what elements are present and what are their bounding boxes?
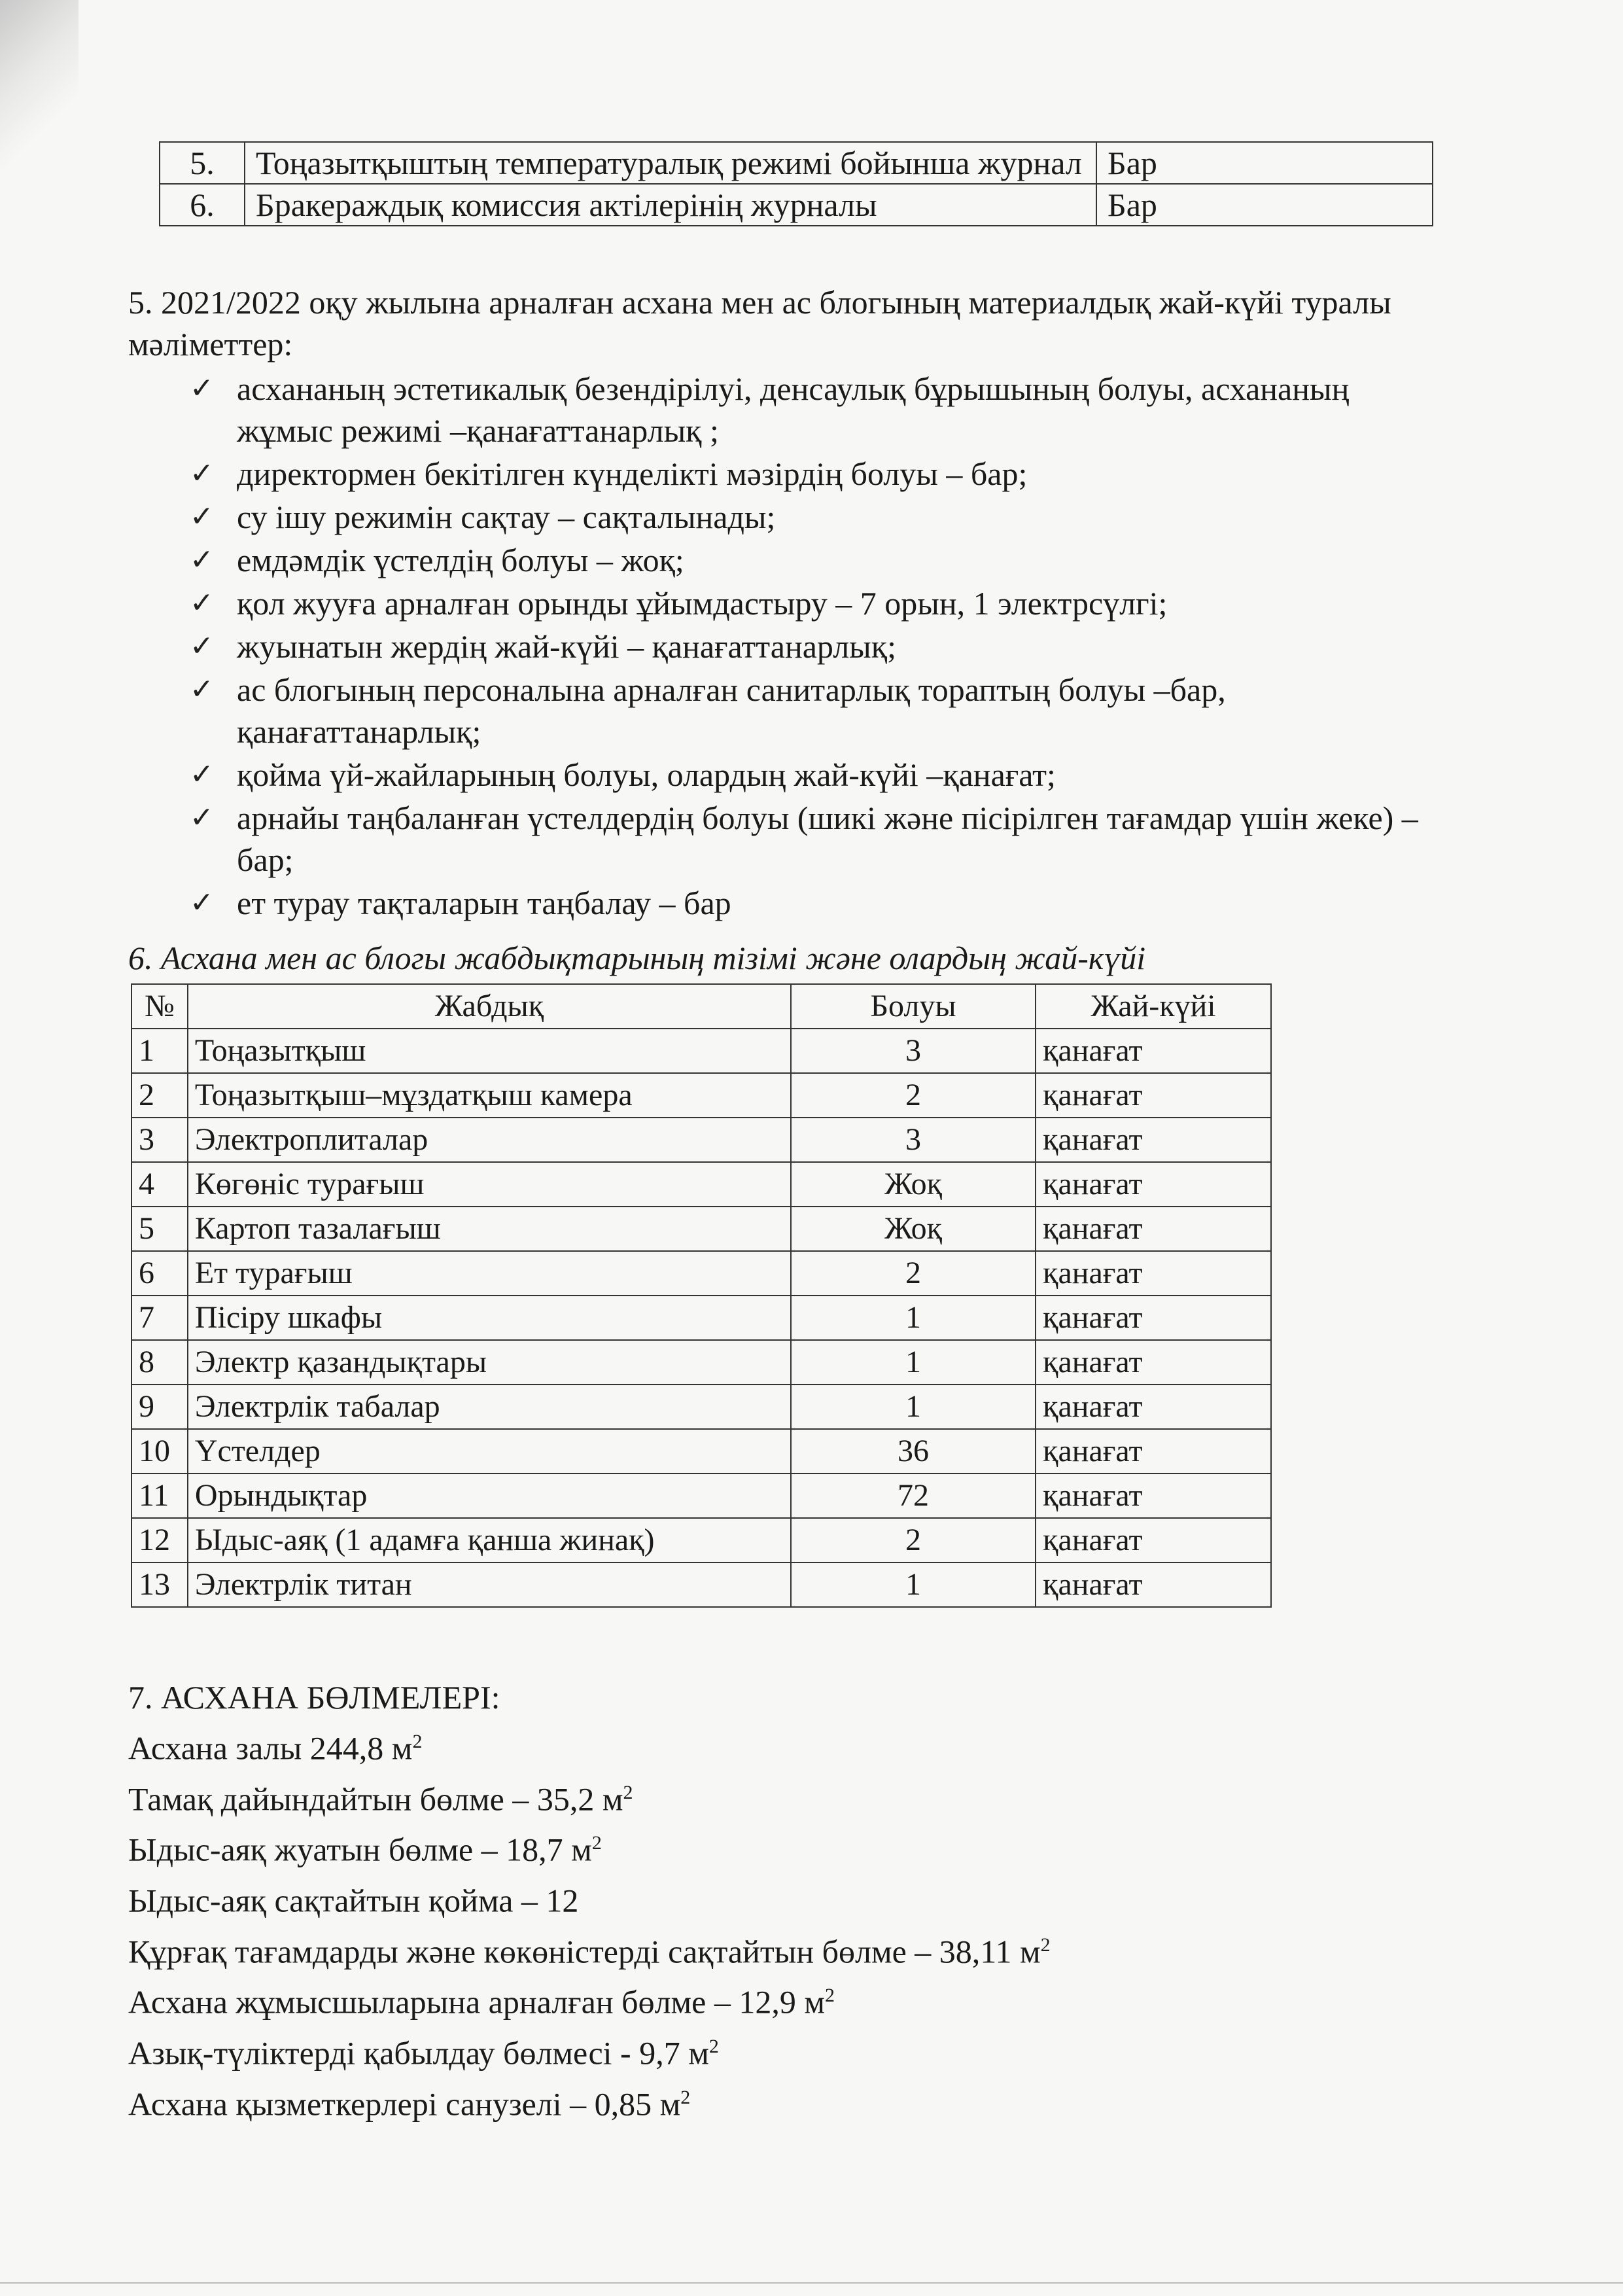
room-text: Ыдыс-аяқ сақтайтын қойма – 12 (128, 1882, 579, 1919)
equipment-table (131, 983, 1272, 1608)
list-item (190, 539, 1433, 581)
room-text: Асхана залы 244,8 м (128, 1729, 413, 1767)
cell-condition: қанағат (1036, 1296, 1271, 1340)
cell-number: 10 (131, 1429, 188, 1474)
cell-equipment: Тоңазытқыш (188, 1029, 791, 1073)
list-item (190, 797, 1433, 881)
room-item (128, 1771, 1437, 1822)
checkmark-icon: ✓ (190, 801, 214, 834)
table-header-row (131, 984, 1271, 1029)
room-item (128, 2075, 1437, 2127)
cell-number: 8 (131, 1340, 188, 1385)
row-name: Тоңазытқыштың температуралық режимі бойынша журнал (245, 142, 1096, 184)
table-row (131, 1518, 1271, 1563)
row-number: 6. (160, 184, 245, 226)
table-row (131, 1162, 1271, 1207)
table-row (131, 1251, 1271, 1296)
list-item-text: директормен бекітілген күнделікті мәзірдің болуы – бар; (237, 455, 1028, 492)
cell-number: 9 (131, 1385, 188, 1429)
cell-availability: 1 (791, 1385, 1036, 1429)
table-row (131, 1563, 1271, 1607)
list-item (190, 626, 1433, 667)
room-item (128, 2024, 1437, 2075)
section-5-list (190, 368, 1433, 925)
cell-condition: қанағат (1036, 1518, 1271, 1563)
room-unit-sup: 2 (825, 1985, 835, 2007)
cell-availability: 2 (791, 1251, 1036, 1296)
cell-condition: қанағат (1036, 1118, 1271, 1162)
cell-equipment: Тоңазытқыш–мұздатқыш камера (188, 1073, 791, 1118)
list-item (190, 453, 1433, 495)
cell-number: 7 (131, 1296, 188, 1340)
cell-number: 11 (131, 1474, 188, 1518)
cell-availability: Жоқ (791, 1162, 1036, 1207)
checkmark-icon: ✓ (190, 673, 214, 706)
room-item (128, 1923, 1437, 1974)
row-number: 5. (160, 142, 245, 184)
table-row (131, 1296, 1271, 1340)
cell-number: 1 (131, 1029, 188, 1073)
list-item-text: ас блогының персоналына арналған санитарлық тораптың болуы –бар, қанағаттанарлық; (237, 671, 1226, 750)
checkmark-icon: ✓ (190, 886, 214, 919)
room-item (128, 1973, 1437, 2024)
cell-equipment: Үстелдер (188, 1429, 791, 1474)
room-item (128, 1872, 1437, 1923)
cell-equipment: Орындықтар (188, 1474, 791, 1518)
room-text: Тамақ дайындайтын бөлме – 35,2 м (128, 1780, 623, 1818)
header-number: № (131, 984, 188, 1029)
table-row (131, 1474, 1271, 1518)
room-text: Ыдыс-аяқ жуатын бөлме – 18,7 м (128, 1831, 592, 1868)
cell-equipment: Ет турағыш (188, 1251, 791, 1296)
cell-equipment: Көгөніс турағыш (188, 1162, 791, 1207)
checkmark-icon: ✓ (190, 457, 214, 490)
table-row (131, 1118, 1271, 1162)
cell-condition: қанағат (1036, 1029, 1271, 1073)
section-5-title: 5. 2021/2022 оқу жылына арналған асхана мен ас блогының материалдық жай-күйі туралы мәліметтер: (128, 284, 1391, 362)
cell-availability: 2 (791, 1518, 1036, 1563)
cell-availability: 1 (791, 1563, 1036, 1607)
header-condition: Жай-күйі (1036, 984, 1271, 1029)
cell-equipment: Электрлік титан (188, 1563, 791, 1607)
header-equipment: Жабдық (188, 984, 791, 1029)
list-item-text: асхананың эстетикалық безендірілуі, денсаулық бұрышының болуы, асхананың жұмыс режимі –қанағаттанарлық ; (237, 370, 1350, 449)
room-item (128, 1720, 1437, 1771)
room-text: Асхана жұмысшыларына арналған бөлме – 12,9 м (128, 1983, 825, 2021)
list-item-text: қойма үй-жайларының болуы, олардың жай-күйі –қанағат; (237, 756, 1056, 793)
list-item-text: емдәмдік үстелдің болуы – жоқ; (237, 542, 684, 578)
section-7-rooms (128, 1675, 1437, 2126)
checkmark-icon: ✓ (190, 629, 214, 663)
cell-equipment: Электроплиталар (188, 1118, 791, 1162)
header-availability: Болуы (791, 984, 1036, 1029)
cell-equipment: Ыдыс-аяқ (1 адамға қанша жинақ) (188, 1518, 791, 1563)
cell-number: 13 (131, 1563, 188, 1607)
list-item-text: арнайы таңбаланған үстелдердің болуы (шикі және пісірілген тағамдар үшін жеке) – бар; (237, 800, 1418, 878)
list-item (190, 882, 1433, 924)
cell-number: 4 (131, 1162, 188, 1207)
checkmark-icon: ✓ (190, 500, 214, 533)
room-unit-sup: 2 (591, 1832, 602, 1854)
cell-condition: қанағат (1036, 1385, 1271, 1429)
table-row (131, 1340, 1271, 1385)
checkmark-icon: ✓ (190, 586, 214, 620)
table-row (131, 1029, 1271, 1073)
list-item (190, 669, 1433, 752)
cell-equipment: Электр қазандықтары (188, 1340, 791, 1385)
scan-corner-shadow (0, 0, 79, 170)
list-item-text: ет турау тақталарын таңбалау – бар (237, 885, 731, 921)
room-text: Құрғақ тағамдарды және көкөністерді сақтайтын бөлме – 38,11 м (128, 1933, 1041, 1970)
cell-availability: 36 (791, 1429, 1036, 1474)
cell-number: 6 (131, 1251, 188, 1296)
cell-availability: 2 (791, 1073, 1036, 1118)
room-unit-sup: 2 (708, 2035, 719, 2057)
cell-equipment: Пісіру шкафы (188, 1296, 791, 1340)
cell-availability: 1 (791, 1296, 1036, 1340)
checkmark-icon: ✓ (190, 758, 214, 791)
cell-availability: Жоқ (791, 1207, 1036, 1251)
row-value: Бар (1096, 142, 1433, 184)
list-item-text: қол жууға арналған орынды ұйымдастыру – 7 орын, 1 электрсүлгі; (237, 585, 1168, 622)
cell-equipment: Картоп тазалағыш (188, 1207, 791, 1251)
table-row (131, 1385, 1271, 1429)
list-item (190, 496, 1433, 538)
room-unit-sup: 2 (623, 1781, 633, 1803)
list-item (190, 754, 1433, 796)
cell-condition: қанағат (1036, 1474, 1271, 1518)
list-item-text: су ішу режимін сақтау – сақталынады; (237, 499, 776, 535)
room-unit-sup: 2 (412, 1731, 423, 1752)
checkmark-icon: ✓ (190, 372, 214, 405)
room-unit-sup: 2 (680, 2086, 691, 2108)
table-row (131, 1207, 1271, 1251)
table-row (131, 1429, 1271, 1474)
list-item-text: жуынатын жердің жай-күйі – қанағаттанарлық; (237, 628, 896, 665)
section-6-title: 6. Асхана мен ас блогы жабдықтарының тізімі және олардың жай-күйі (128, 940, 1146, 976)
table-row (160, 184, 1433, 226)
cell-condition: қанағат (1036, 1340, 1271, 1385)
table-row (160, 142, 1433, 184)
room-item (128, 1821, 1437, 1872)
list-item (190, 368, 1433, 451)
journals-table (159, 141, 1433, 226)
scan-bottom-edge (0, 2282, 1623, 2284)
cell-number: 3 (131, 1118, 188, 1162)
cell-condition: қанағат (1036, 1429, 1271, 1474)
cell-availability: 3 (791, 1029, 1036, 1073)
cell-condition: қанағат (1036, 1251, 1271, 1296)
room-text: Асхана қызметкерлері санузелі – 0,85 м (128, 2085, 681, 2123)
cell-availability: 1 (791, 1340, 1036, 1385)
checkmark-icon: ✓ (190, 543, 214, 576)
cell-condition: қанағат (1036, 1162, 1271, 1207)
row-name: Бракераждық комиссия актілерінің журналы (245, 184, 1096, 226)
room-text: Азық-түліктерді қабылдау бөлмесі - 9,7 м (128, 2034, 709, 2072)
cell-number: 2 (131, 1073, 188, 1118)
cell-equipment: Электрлік табалар (188, 1385, 791, 1429)
cell-number: 12 (131, 1518, 188, 1563)
cell-availability: 72 (791, 1474, 1036, 1518)
room-unit-sup: 2 (1040, 1934, 1051, 1956)
cell-condition: қанағат (1036, 1207, 1271, 1251)
list-item (190, 582, 1433, 624)
cell-condition: қанағат (1036, 1563, 1271, 1607)
cell-number: 5 (131, 1207, 188, 1251)
cell-condition: қанағат (1036, 1073, 1271, 1118)
row-value: Бар (1096, 184, 1433, 226)
cell-availability: 3 (791, 1118, 1036, 1162)
section-7-title: 7. АСХАНА БӨЛМЕЛЕРІ: (128, 1679, 500, 1716)
table-row (131, 1073, 1271, 1118)
